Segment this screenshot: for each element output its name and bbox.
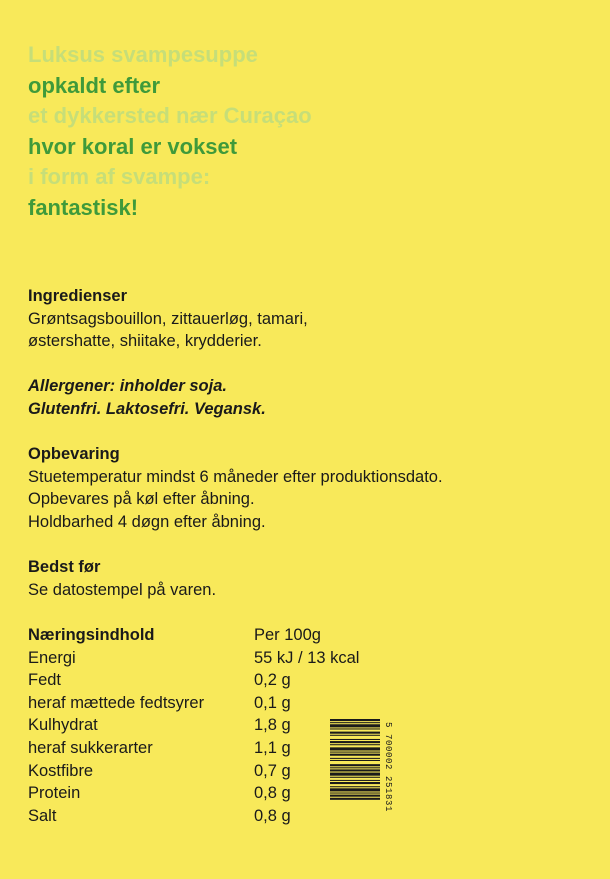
nutrition-value: 0,1 g — [254, 693, 291, 712]
best-before-title: Bedst før — [28, 558, 101, 576]
nutrition-label: Kulhydrat — [28, 716, 98, 735]
nutrition-row — [28, 647, 359, 670]
nutrition-value: 1,1 g — [254, 738, 291, 757]
storage-title: Opbevaring — [28, 445, 120, 463]
nutrition-value: 1,8 g — [254, 716, 291, 735]
barcode-bar — [330, 739, 380, 740]
barcode-bar — [330, 758, 380, 759]
nutrition-value: 0,8 g — [254, 784, 291, 803]
nutrition-table — [28, 624, 359, 827]
storage-line: Stuetemperatur mindst 6 måneder efter produktionsdato. — [28, 467, 443, 486]
best-before-section — [28, 556, 216, 601]
barcode-bar — [330, 724, 380, 727]
barcode-bar — [330, 735, 380, 736]
barcode-bar — [330, 780, 380, 781]
barcode-bar — [330, 752, 380, 753]
nutrition-row — [28, 782, 359, 805]
nutrition-value: 0,2 g — [254, 671, 291, 690]
barcode-number: 5 700002 251831 — [383, 722, 393, 813]
barcode-bar — [330, 788, 380, 791]
barcode-bar — [330, 728, 380, 729]
barcode-bar — [330, 773, 380, 776]
barcode-bar — [330, 764, 380, 766]
barcode-bar — [330, 719, 380, 721]
barcode-bar — [330, 786, 380, 787]
allergens-line: Glutenfri. Laktosefri. Vegansk. — [28, 399, 266, 418]
barcode-bar — [330, 760, 380, 761]
barcode-bar — [330, 767, 380, 768]
storage-section — [28, 443, 443, 533]
headline-line: opkaldt efter — [28, 72, 161, 98]
nutrition-label: Salt — [28, 806, 57, 825]
nutrition-label: Protein — [28, 784, 81, 803]
barcode-bar — [330, 732, 380, 734]
barcode-bar — [330, 747, 380, 750]
allergens-section — [28, 375, 266, 420]
ingredients-line: Grøntsagsbouillon, zittauerløg, tamari, — [28, 309, 308, 328]
barcode-bar — [330, 769, 380, 771]
barcode-bar — [330, 798, 380, 800]
barcode-bar — [330, 793, 380, 794]
nutrition-label: Kostfibre — [28, 761, 94, 780]
nutrition-label: Energi — [28, 648, 76, 667]
barcode-bar — [330, 777, 380, 778]
ingredients-title: Ingredienser — [28, 287, 128, 305]
headline-line: fantastisk! — [28, 194, 139, 220]
nutrition-value: 0,8 g — [254, 806, 291, 825]
nutrition-title: Næringsindhold — [28, 626, 155, 644]
barcode-bar — [330, 754, 380, 756]
headline-line: hvor koral er vokset — [28, 133, 238, 159]
nutrition-row — [28, 692, 359, 715]
nutrition-label: heraf mættede fedtsyrer — [28, 693, 205, 712]
barcode-bar — [330, 782, 380, 784]
nutrition-label: Fedt — [28, 671, 62, 690]
nutrition-row — [28, 737, 359, 760]
barcode-bar — [330, 744, 380, 745]
nutrition-row — [28, 669, 359, 692]
headline-line: i form af svampe: — [28, 164, 211, 189]
ingredients-line: østershatte, shiitake, krydderier. — [28, 332, 262, 350]
product-headline — [28, 40, 312, 223]
nutrition-row — [28, 760, 359, 783]
nutrition-header-row — [28, 624, 359, 647]
barcode-bar — [330, 741, 380, 743]
storage-line: Opbevares på køl efter åbning. — [28, 490, 255, 508]
nutrition-value: 0,7 g — [254, 761, 291, 780]
barcode-bar — [330, 722, 380, 723]
nutrition-row — [28, 714, 359, 737]
barcode-bar — [330, 795, 380, 797]
nutrition-value: 55 kJ / 13 kcal — [254, 648, 360, 667]
ingredients-section — [28, 285, 308, 353]
headline-line: Luksus svampesuppe — [28, 42, 258, 67]
best-before-text: Se datostempel på varen. — [28, 580, 217, 599]
nutrition-label: heraf sukkerarter — [28, 738, 153, 757]
nutrition-per: Per 100g — [254, 626, 321, 644]
nutrition-row — [28, 805, 359, 828]
headline-line: et dykkersted nær Curaçao — [28, 103, 312, 128]
allergens-line: Allergener: inholder soja. — [28, 377, 227, 395]
storage-line: Holdbarhed 4 døgn efter åbning. — [28, 512, 266, 531]
